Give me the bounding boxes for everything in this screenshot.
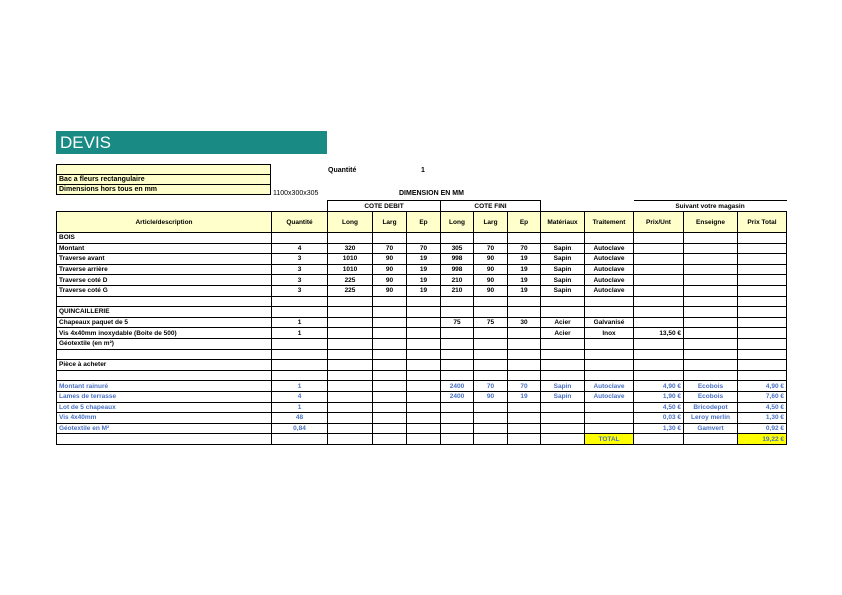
section-row bbox=[57, 360, 787, 371]
table-cell: Ecobois bbox=[684, 391, 738, 402]
table-cell bbox=[738, 328, 787, 339]
total-value: 19,22 € bbox=[738, 434, 787, 445]
table-cell: Sapin bbox=[541, 264, 585, 275]
table-cell: 3 bbox=[272, 285, 328, 296]
section-row bbox=[57, 233, 787, 244]
table-cell bbox=[585, 233, 634, 244]
table-cell bbox=[328, 296, 373, 307]
table-cell bbox=[373, 402, 407, 413]
table-cell: 75 bbox=[474, 317, 508, 328]
table-cell: 7,60 € bbox=[738, 391, 787, 402]
table-cell: 19 bbox=[508, 264, 541, 275]
row-description: Lames de terrasse bbox=[57, 391, 272, 402]
table-cell bbox=[474, 307, 508, 318]
column-header: Enseigne bbox=[684, 212, 738, 233]
table-cell: 1,30 € bbox=[634, 423, 684, 434]
table-cell bbox=[541, 307, 585, 318]
table-cell: 70 bbox=[373, 243, 407, 254]
table-cell bbox=[738, 307, 787, 318]
table-cell bbox=[373, 307, 407, 318]
table-cell: 210 bbox=[441, 275, 474, 286]
info-empty-row bbox=[57, 165, 271, 175]
table-cell bbox=[738, 275, 787, 286]
table-cell bbox=[508, 307, 541, 318]
table-cell bbox=[508, 328, 541, 339]
table-cell bbox=[585, 307, 634, 318]
table-cell bbox=[508, 423, 541, 434]
table-row bbox=[57, 338, 787, 349]
table-cell bbox=[407, 370, 441, 381]
table-cell bbox=[373, 338, 407, 349]
table-cell bbox=[585, 423, 634, 434]
table-cell bbox=[684, 275, 738, 286]
row-description: Traverse coté D bbox=[57, 275, 272, 286]
table-cell bbox=[407, 391, 441, 402]
row-description: Traverse avant bbox=[57, 254, 272, 265]
table-cell bbox=[328, 413, 373, 424]
table-cell bbox=[328, 423, 373, 434]
table-cell bbox=[738, 370, 787, 381]
table-cell bbox=[634, 317, 684, 328]
table-cell bbox=[328, 328, 373, 339]
cote-fini-header: COTE FINI bbox=[441, 201, 541, 212]
row-description: BOIS bbox=[57, 233, 272, 244]
table-cell bbox=[684, 317, 738, 328]
table-cell bbox=[541, 296, 585, 307]
table-cell: 4 bbox=[272, 391, 328, 402]
table-cell: 1010 bbox=[328, 264, 373, 275]
table-cell: 998 bbox=[441, 264, 474, 275]
table-cell bbox=[634, 254, 684, 265]
table-row bbox=[57, 285, 787, 296]
table-cell bbox=[272, 296, 328, 307]
table-cell bbox=[474, 360, 508, 371]
table-cell bbox=[738, 317, 787, 328]
table-cell: 4,50 € bbox=[738, 402, 787, 413]
table-cell: 75 bbox=[441, 317, 474, 328]
table-cell: Acier bbox=[541, 317, 585, 328]
table-row bbox=[57, 254, 787, 265]
table-cell: 19 bbox=[407, 264, 441, 275]
table-cell: Autoclave bbox=[585, 391, 634, 402]
table-cell bbox=[474, 402, 508, 413]
table-cell: 1 bbox=[272, 381, 328, 392]
table-cell: 225 bbox=[328, 285, 373, 296]
table-cell: 1 bbox=[272, 328, 328, 339]
quantite-value: 1 bbox=[421, 167, 425, 174]
blank-row bbox=[57, 349, 787, 360]
table-cell bbox=[585, 402, 634, 413]
table-cell: 90 bbox=[474, 285, 508, 296]
table-cell bbox=[738, 285, 787, 296]
table-cell bbox=[541, 338, 585, 349]
table-cell bbox=[441, 423, 474, 434]
table-cell bbox=[634, 370, 684, 381]
table-cell bbox=[738, 254, 787, 265]
table-cell: 3 bbox=[272, 254, 328, 265]
table-cell: Sapin bbox=[541, 243, 585, 254]
row-description bbox=[57, 349, 272, 360]
table-cell: 30 bbox=[508, 317, 541, 328]
row-description: Vis 4x40mm bbox=[57, 413, 272, 424]
table-cell: 70 bbox=[474, 243, 508, 254]
row-description: Vis 4x40mm inoxydable (Boite de 500) bbox=[57, 328, 272, 339]
table-cell bbox=[585, 360, 634, 371]
table-cell bbox=[474, 296, 508, 307]
table-cell bbox=[541, 370, 585, 381]
table-cell bbox=[328, 402, 373, 413]
table-cell bbox=[541, 423, 585, 434]
table-cell: Inox bbox=[585, 328, 634, 339]
table-cell bbox=[373, 233, 407, 244]
table-cell: 19 bbox=[508, 275, 541, 286]
blank-row bbox=[57, 296, 787, 307]
table-cell bbox=[441, 338, 474, 349]
table-cell bbox=[328, 360, 373, 371]
table-cell: 19 bbox=[407, 275, 441, 286]
table-cell: 225 bbox=[328, 275, 373, 286]
table-cell bbox=[407, 338, 441, 349]
document-title: DEVIS bbox=[56, 131, 327, 154]
table-cell: Gamvert bbox=[684, 423, 738, 434]
column-header: Prix Total bbox=[738, 212, 787, 233]
table-cell: Bricodepot bbox=[684, 402, 738, 413]
table-cell bbox=[508, 296, 541, 307]
table-cell bbox=[738, 296, 787, 307]
table-cell: 19 bbox=[508, 285, 541, 296]
table-cell bbox=[373, 381, 407, 392]
table-cell bbox=[738, 264, 787, 275]
table-cell bbox=[634, 360, 684, 371]
table-cell bbox=[585, 338, 634, 349]
table-cell: 19 bbox=[407, 285, 441, 296]
table-cell: 4,50 € bbox=[634, 402, 684, 413]
table-cell: 70 bbox=[407, 243, 441, 254]
table-cell bbox=[684, 370, 738, 381]
column-header: Matériaux bbox=[541, 212, 585, 233]
row-description: QUINCAILLERIE bbox=[57, 307, 272, 318]
table-cell bbox=[508, 402, 541, 413]
table-cell: 90 bbox=[373, 264, 407, 275]
table-cell bbox=[328, 338, 373, 349]
column-header: Traitement bbox=[585, 212, 634, 233]
table-cell bbox=[541, 413, 585, 424]
table-cell bbox=[407, 317, 441, 328]
table-cell bbox=[541, 349, 585, 360]
row-description: Pièce à acheter bbox=[57, 360, 272, 371]
table-cell: 19 bbox=[508, 391, 541, 402]
table-cell: 1 bbox=[272, 317, 328, 328]
product-name: Bac a fleurs rectangulaire bbox=[57, 175, 271, 185]
table-cell bbox=[373, 296, 407, 307]
table-cell bbox=[272, 233, 328, 244]
table-cell bbox=[407, 233, 441, 244]
table-cell bbox=[541, 360, 585, 371]
column-header: Larg bbox=[474, 212, 508, 233]
table-cell bbox=[508, 338, 541, 349]
row-description bbox=[57, 370, 272, 381]
column-header: Ep bbox=[508, 212, 541, 233]
table-cell bbox=[508, 370, 541, 381]
table-cell bbox=[441, 296, 474, 307]
table-cell bbox=[373, 360, 407, 371]
table-cell bbox=[684, 307, 738, 318]
row-description: Montant rainuré bbox=[57, 381, 272, 392]
column-header: Long bbox=[328, 212, 373, 233]
table-cell: Autoclave bbox=[585, 285, 634, 296]
table-cell: 320 bbox=[328, 243, 373, 254]
table-cell: Autoclave bbox=[585, 264, 634, 275]
table-cell: 0,92 € bbox=[738, 423, 787, 434]
table-cell bbox=[738, 243, 787, 254]
table-cell bbox=[407, 349, 441, 360]
table-cell bbox=[634, 338, 684, 349]
total-label: TOTAL bbox=[585, 434, 634, 445]
table-cell bbox=[272, 370, 328, 381]
table-cell bbox=[441, 360, 474, 371]
table-cell bbox=[328, 391, 373, 402]
table-cell bbox=[272, 338, 328, 349]
table-cell: 0,03 € bbox=[634, 413, 684, 424]
table-row bbox=[57, 381, 787, 392]
table-cell: 90 bbox=[474, 275, 508, 286]
table-cell bbox=[441, 328, 474, 339]
table-cell bbox=[407, 381, 441, 392]
table-cell: 19 bbox=[407, 254, 441, 265]
table-cell bbox=[684, 285, 738, 296]
table-cell bbox=[441, 413, 474, 424]
table-cell: Autoclave bbox=[585, 254, 634, 265]
column-header: Article/description bbox=[57, 212, 272, 233]
row-description: Traverse coté G bbox=[57, 285, 272, 296]
table-row bbox=[57, 317, 787, 328]
table-cell bbox=[328, 317, 373, 328]
table-cell: 210 bbox=[441, 285, 474, 296]
dimension-header: DIMENSION EN MM bbox=[399, 190, 464, 197]
row-description: Géotextile (en m²) bbox=[57, 338, 272, 349]
table-cell: 3 bbox=[272, 264, 328, 275]
table-cell bbox=[328, 307, 373, 318]
table-cell: Sapin bbox=[541, 391, 585, 402]
table-cell bbox=[585, 413, 634, 424]
table-cell bbox=[508, 233, 541, 244]
table-cell bbox=[474, 233, 508, 244]
table-cell: 13,50 € bbox=[634, 328, 684, 339]
table-cell bbox=[407, 360, 441, 371]
table-row bbox=[57, 328, 787, 339]
table-cell bbox=[684, 296, 738, 307]
table-cell bbox=[328, 349, 373, 360]
group-header-row bbox=[57, 201, 787, 212]
table-cell bbox=[328, 233, 373, 244]
column-header: Ep bbox=[407, 212, 441, 233]
table-cell bbox=[541, 233, 585, 244]
table-cell: 305 bbox=[441, 243, 474, 254]
table-cell: 2400 bbox=[441, 381, 474, 392]
table-cell bbox=[407, 328, 441, 339]
row-description: Chapeaux paquet de 5 bbox=[57, 317, 272, 328]
row-description: Lot de 5 chapeaux bbox=[57, 402, 272, 413]
table-cell bbox=[585, 370, 634, 381]
table-cell: 70 bbox=[508, 381, 541, 392]
table-cell: 70 bbox=[508, 243, 541, 254]
table-row bbox=[57, 413, 787, 424]
table-cell bbox=[441, 233, 474, 244]
table-row bbox=[57, 391, 787, 402]
table-cell bbox=[508, 360, 541, 371]
table-cell bbox=[684, 338, 738, 349]
table-cell: 90 bbox=[474, 391, 508, 402]
table-cell bbox=[684, 328, 738, 339]
table-cell bbox=[684, 233, 738, 244]
table-cell bbox=[441, 402, 474, 413]
table-cell bbox=[634, 349, 684, 360]
table-row bbox=[57, 264, 787, 275]
table-cell bbox=[508, 349, 541, 360]
table-cell: 90 bbox=[474, 264, 508, 275]
table-cell bbox=[441, 349, 474, 360]
table-cell: 48 bbox=[272, 413, 328, 424]
table-cell: 1,90 € bbox=[634, 391, 684, 402]
table-cell bbox=[272, 360, 328, 371]
table-cell bbox=[738, 233, 787, 244]
table-cell bbox=[373, 413, 407, 424]
table-cell bbox=[634, 233, 684, 244]
table-cell: 90 bbox=[373, 275, 407, 286]
row-description: Géotextile en M² bbox=[57, 423, 272, 434]
table-cell bbox=[634, 264, 684, 275]
table-cell bbox=[684, 254, 738, 265]
table-cell bbox=[373, 423, 407, 434]
table-cell: 70 bbox=[474, 381, 508, 392]
table-cell bbox=[272, 349, 328, 360]
table-cell bbox=[474, 338, 508, 349]
table-cell bbox=[474, 370, 508, 381]
table-cell: Sapin bbox=[541, 254, 585, 265]
table-cell bbox=[373, 328, 407, 339]
dimensions-label: Dimensions hors tous en mm bbox=[57, 185, 271, 195]
table-cell bbox=[441, 370, 474, 381]
table-cell bbox=[407, 296, 441, 307]
table-row bbox=[57, 243, 787, 254]
table-cell bbox=[407, 307, 441, 318]
info-block bbox=[56, 164, 271, 195]
quote-table bbox=[56, 200, 787, 445]
dimensions-value: 1100x300x305 bbox=[273, 190, 319, 197]
column-header-row bbox=[57, 212, 787, 233]
table-cell: Autoclave bbox=[585, 275, 634, 286]
column-header: Prix/Unt bbox=[634, 212, 684, 233]
column-header: Long bbox=[441, 212, 474, 233]
table-row bbox=[57, 423, 787, 434]
table-cell: 4,90 € bbox=[738, 381, 787, 392]
table-cell bbox=[328, 370, 373, 381]
table-cell bbox=[634, 243, 684, 254]
table-cell bbox=[738, 349, 787, 360]
table-cell bbox=[684, 264, 738, 275]
table-cell bbox=[684, 360, 738, 371]
table-cell: 3 bbox=[272, 275, 328, 286]
table-cell: 90 bbox=[474, 254, 508, 265]
table-cell: 1010 bbox=[328, 254, 373, 265]
table-cell: 1 bbox=[272, 402, 328, 413]
table-cell: 4,90 € bbox=[634, 381, 684, 392]
table-cell bbox=[373, 349, 407, 360]
table-cell bbox=[508, 413, 541, 424]
table-cell: 90 bbox=[373, 285, 407, 296]
total-row bbox=[57, 434, 787, 445]
row-description: Traverse arrière bbox=[57, 264, 272, 275]
table-cell bbox=[373, 391, 407, 402]
table-cell bbox=[272, 307, 328, 318]
quantite-label: Quantité bbox=[328, 167, 357, 174]
table-cell: Autoclave bbox=[585, 243, 634, 254]
table-cell: 4 bbox=[272, 243, 328, 254]
table-cell bbox=[585, 349, 634, 360]
table-cell: Sapin bbox=[541, 275, 585, 286]
table-cell bbox=[634, 296, 684, 307]
table-cell bbox=[738, 360, 787, 371]
table-cell bbox=[407, 413, 441, 424]
table-cell bbox=[634, 275, 684, 286]
table-cell: Autoclave bbox=[585, 381, 634, 392]
row-description: Montant bbox=[57, 243, 272, 254]
magasin-header: Suivant votre magasin bbox=[634, 201, 787, 212]
table-cell bbox=[474, 413, 508, 424]
table-cell: Sapin bbox=[541, 381, 585, 392]
section-row bbox=[57, 307, 787, 318]
table-cell bbox=[684, 349, 738, 360]
table-cell bbox=[441, 307, 474, 318]
table-cell bbox=[541, 402, 585, 413]
table-cell: Galvanisé bbox=[585, 317, 634, 328]
table-cell bbox=[634, 285, 684, 296]
table-cell: 1,30 € bbox=[738, 413, 787, 424]
table-cell: 0,84 bbox=[272, 423, 328, 434]
table-cell: Acier bbox=[541, 328, 585, 339]
table-cell bbox=[738, 338, 787, 349]
table-cell: Sapin bbox=[541, 285, 585, 296]
table-cell bbox=[585, 296, 634, 307]
table-row bbox=[57, 402, 787, 413]
table-cell bbox=[684, 243, 738, 254]
table-cell bbox=[373, 370, 407, 381]
column-header: Quantité bbox=[272, 212, 328, 233]
row-description bbox=[57, 296, 272, 307]
table-cell bbox=[474, 349, 508, 360]
blank-row bbox=[57, 370, 787, 381]
table-cell: Leroy merlin bbox=[684, 413, 738, 424]
cote-debit-header: COTE DEBIT bbox=[328, 201, 441, 212]
table-cell bbox=[474, 328, 508, 339]
table-cell: 2400 bbox=[441, 391, 474, 402]
table-cell bbox=[328, 381, 373, 392]
table-cell bbox=[373, 317, 407, 328]
table-cell: Ecobois bbox=[684, 381, 738, 392]
table-cell bbox=[474, 423, 508, 434]
table-cell: 90 bbox=[373, 254, 407, 265]
table-cell bbox=[407, 423, 441, 434]
column-header: Larg bbox=[373, 212, 407, 233]
table-cell: 998 bbox=[441, 254, 474, 265]
table-cell: 19 bbox=[508, 254, 541, 265]
table-row bbox=[57, 275, 787, 286]
table-cell bbox=[634, 307, 684, 318]
table-cell bbox=[407, 402, 441, 413]
